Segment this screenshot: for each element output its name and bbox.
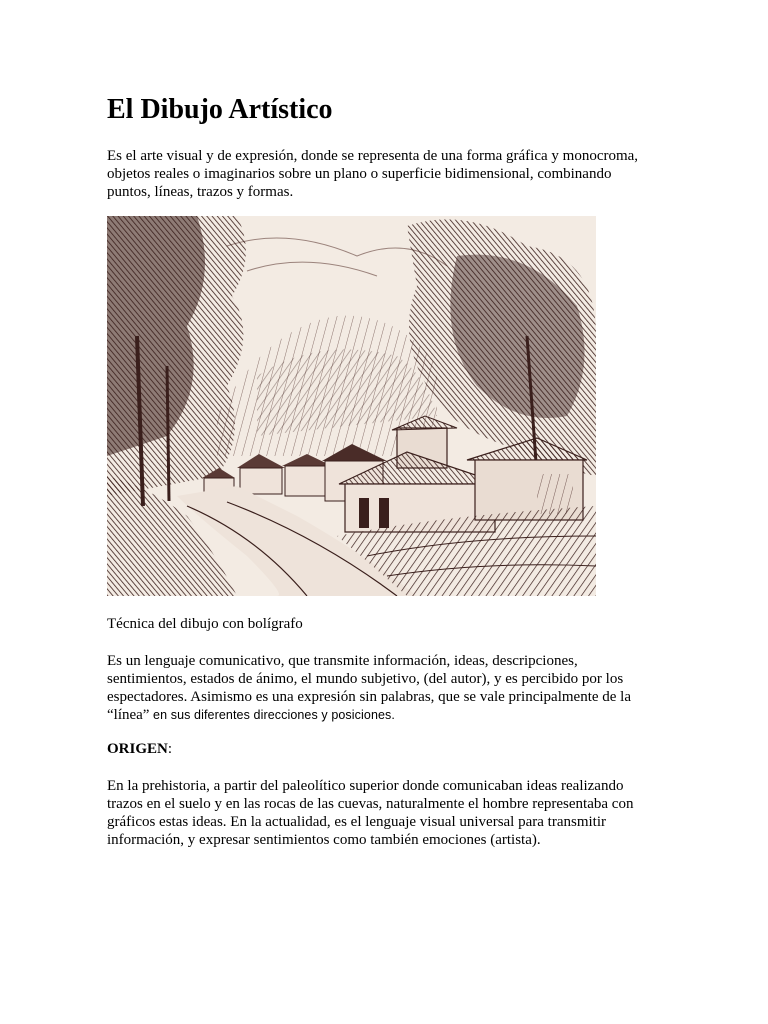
village-drawing-image (107, 216, 596, 596)
origen-paragraph: En la prehistoria, a partir del paleolítico superior donde comunicaban ideas realizando trazos en el suelo y en las rocas de las cuevas, naturalmente el hombre representaba con gráficos estas ideas. En la actualidad, es el lenguaje visual universal para transmitir información, y expresar sentimientos como también emociones (artista). (107, 778, 634, 848)
intro-paragraph: Es el arte visual y de expresión, donde se representa de una forma gráfica y monocroma, objetos reales o imaginarios sobre un plano o superficie bidimensional, combinando puntos, líneas, trazos y formas. (107, 148, 639, 200)
description-paragraph (107, 652, 652, 724)
description-tail-text: en sus diferentes direcciones y posiciones. (149, 708, 395, 722)
image-caption: Técnica del dibujo con bolígrafo (107, 616, 303, 632)
page-title: El Dibujo Artístico (107, 94, 333, 125)
description-main-text: Es un lenguaje comunicativo, que transmite información, ideas, descripciones, sentimientos, estados de ánimo, el mundo subjetivo, (del autor), y es percibido por los espectadores. Asimismo es una expresión sin palabras, que se vale principalmente de la “línea” (107, 653, 632, 723)
origen-heading-colon: : (167, 741, 173, 757)
origen-heading-text: ORIGEN (107, 741, 168, 757)
origen-heading (107, 740, 652, 758)
